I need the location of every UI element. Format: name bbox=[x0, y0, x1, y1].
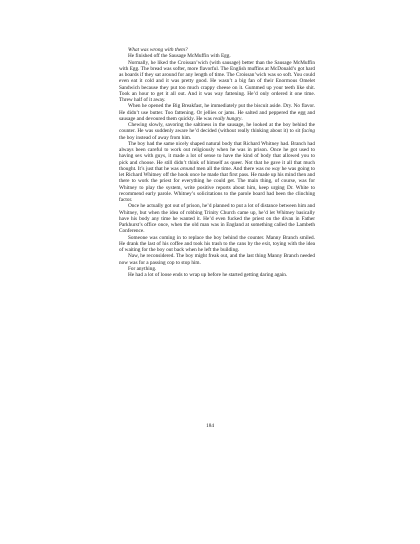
paragraph: Naw, he reconsidered. The boy might freak out, and the last thing Manny Branch needed now was for a passing cop to stop him. bbox=[119, 253, 315, 266]
paragraph: For anything. bbox=[128, 265, 157, 272]
page-number: 184 bbox=[206, 423, 214, 429]
paragraph: When he opened the Big Breakfast, he immediately put the biscuit aside. Dry. No flavor. He didn’t use butter. Too fattening. Or jellies or jams. He salted and peppered the egg and sausage and devoured them quickly. He was really hungry. bbox=[119, 103, 315, 122]
paragraph: Once he actually got out of prison, he’d planned to put a lot of distance between him and Whitney, but when the idea of robbing Trinity Church came up, he’d let Whitney basically have his body any time he wanted it. He’d even fucked the priest on the divan in Father Parkhurst’s office once, when the old man was in England at something called the Lambeth Conference. bbox=[119, 203, 315, 235]
paragraph: Normally, he liked the Croissan’wich (with sausage) better than the Sausage McMuffin with Egg. The bread was softer, more flavorful. The English muffins at McDonald’s got hard as boards if they sat around for any length of time. The Croissan’wich was so soft. You could even eat it cold and it was pretty good. He wasn’t a big fan of their Enormous Omelet Sandwich because they put too much crappy cheese on it. Gummed up your teeth like shit. Took an hour to get it all out. And it was way fattening. He’d only ordered it one time. Threw half of it away. bbox=[119, 59, 315, 103]
paragraph: He finished off the Sausage McMuffin with Egg. bbox=[128, 53, 231, 60]
paragraph: Chewing slowly, savoring the saltiness in the sausage, he looked at the boy behind the counter. He was suddenly aware he’d decided (without really thinking about it) to sit facing the boy instead of away from him. bbox=[119, 122, 315, 141]
body-text bbox=[119, 47, 315, 278]
paragraph: The boy had the same nicely shaped natural body that Richard Whitney had. Branch had always been careful to work out religiously when he was in prison. Once he got used to having sex with guys, it made a lot of sense to have the kind of body that allowed you to pick and choose. He still didn’t think of himself as queer. Not that he gave it all that much thought. It’s just that he was around men all the time. And there was no way he was going to let Richard Whitney off the hook once he made that first pass. He made up his mind then and there to work the priest for everything he could get. The main thing, of course, was for Whitney to play the system, write positive reports about him, keep urging Dr. White to recommend early parole. Whitney’s solicitations to the parole board had been the clinching factor. bbox=[119, 140, 315, 203]
paragraph: Someone was coming in to replace the boy behind the counter. Manny Branch smiled. He drank the last of his coffee and took his trash to the cans by the exit, toying with the idea of waiting for the boy out back when he left the building. bbox=[119, 234, 315, 253]
paragraph: What was wrong with them? bbox=[128, 47, 188, 53]
paragraph: He had a lot of loose ends to wrap up before he started getting daring again. bbox=[128, 272, 288, 278]
